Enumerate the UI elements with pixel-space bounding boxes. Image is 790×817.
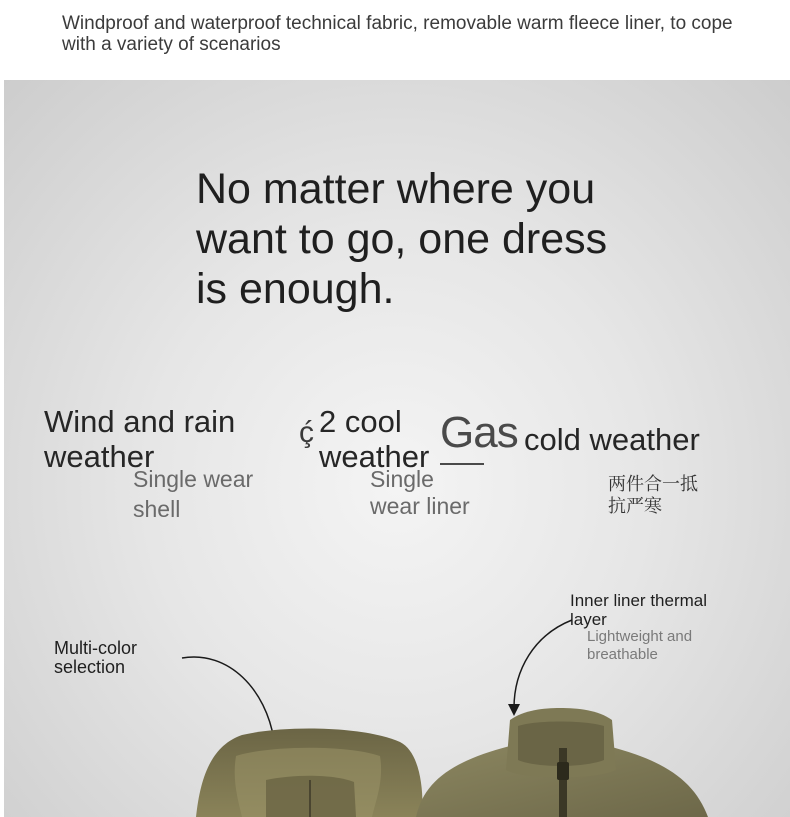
feature-cold-subtitle: 两件合一抵抗严寒	[608, 474, 698, 517]
product-panel	[4, 80, 790, 817]
swirl-glyph: ḉ	[299, 416, 314, 449]
liner-callout-title: Inner liner thermal layer	[570, 591, 708, 629]
shell-jacket-image	[196, 729, 422, 817]
headline: No matter where you want to go, one dress is enough.	[196, 165, 608, 313]
feature-cool-title: 2 cool weather	[319, 404, 430, 474]
fleece-liner-image	[416, 708, 708, 817]
liner-callout-subtitle: Lightweight and breathable	[587, 628, 693, 663]
multi-color-callout: Multi-color selection	[54, 638, 138, 677]
gas-glyph: Gas	[440, 408, 518, 457]
top-caption: Windproof and waterproof technical fabric, removable warm fleece liner, to cope with a variety of scenarios	[62, 13, 733, 55]
top-strip	[0, 0, 790, 80]
liner-arrow	[514, 620, 572, 708]
feature-cool-subtitle: Single wear liner	[370, 466, 470, 519]
liner-arrowhead	[508, 704, 520, 716]
feature-wind-rain-title: Wind and rain weather	[44, 404, 236, 474]
multi-color-arrow	[182, 657, 274, 740]
feature-wind-rain-subtitle: Single wear shell	[133, 466, 254, 522]
product-illustration	[4, 80, 790, 817]
feature-cold-title: cold weather	[524, 422, 700, 457]
